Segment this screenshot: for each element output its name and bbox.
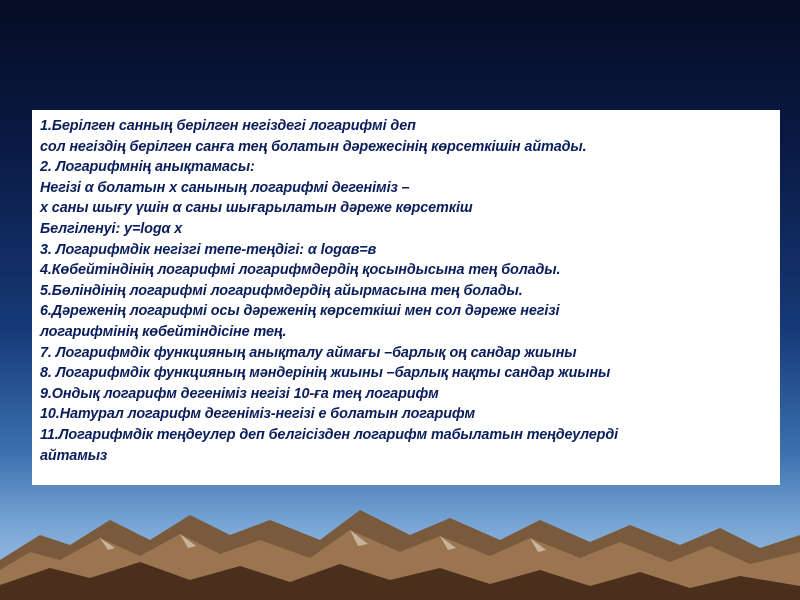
text-line-7: 3. Логарифмдік негізгі тепе-теңдігі: α logαв=в xyxy=(40,241,377,258)
text-line-8: 4.Көбейтіндінің логарифмі логарифмдердің қосындысына тең болады. xyxy=(40,262,561,279)
text-line-15: 10.Натурал логарифм дегеніміз-негізі е болатын логарифм xyxy=(40,406,476,423)
text-line-17: айтамыз xyxy=(40,447,108,464)
text-line-10: 6.Дәреженің логарифмі осы дәреженің көрсеткіші мен сол дәреже негізі xyxy=(40,303,560,320)
text-line-5: х саны шығу үшін α саны шығарылатын дәреже көрсеткіш xyxy=(40,200,473,217)
mountain-landscape-image xyxy=(0,490,800,600)
text-line-3: 2. Логарифмнің анықтамасы: xyxy=(40,159,255,176)
text-line-6: Белгіленуі: у=logα x xyxy=(40,220,183,237)
text-line-12: 7. Логарифмдік функцияның анықталу аймағы –барлық оң сандар жиыны xyxy=(40,344,577,361)
text-line-11: логарифмінің көбейтіндісіне тең. xyxy=(40,323,287,340)
text-line-2: сол негіздің берілген санға тең болатын дәрежесінің көрсеткішін айтады. xyxy=(40,138,587,155)
text-line-13: 8. Логарифмдік функцияның мәндерінің жиыны –барлық нақты сандар жиыны xyxy=(40,365,611,382)
text-line-1: 1.Берілген санның берілген негіздегі логарифмі деп xyxy=(40,118,416,134)
text-line-9: 5.Бөліндінің логарифмі логарифмдердің айырмасына тең болады. xyxy=(40,282,523,299)
text-line-14: 9.Ондық логарифм дегеніміз негізі 10-ға тең логарифм xyxy=(40,385,439,402)
text-line-4: Негізі α болатын х санының логарифмі дегеніміз – xyxy=(40,179,410,196)
text-line-16: 11.Логарифмдік теңдеулер деп белгісізден логарифм табылатын теңдеулерді xyxy=(40,426,619,443)
text-panel xyxy=(32,110,780,485)
